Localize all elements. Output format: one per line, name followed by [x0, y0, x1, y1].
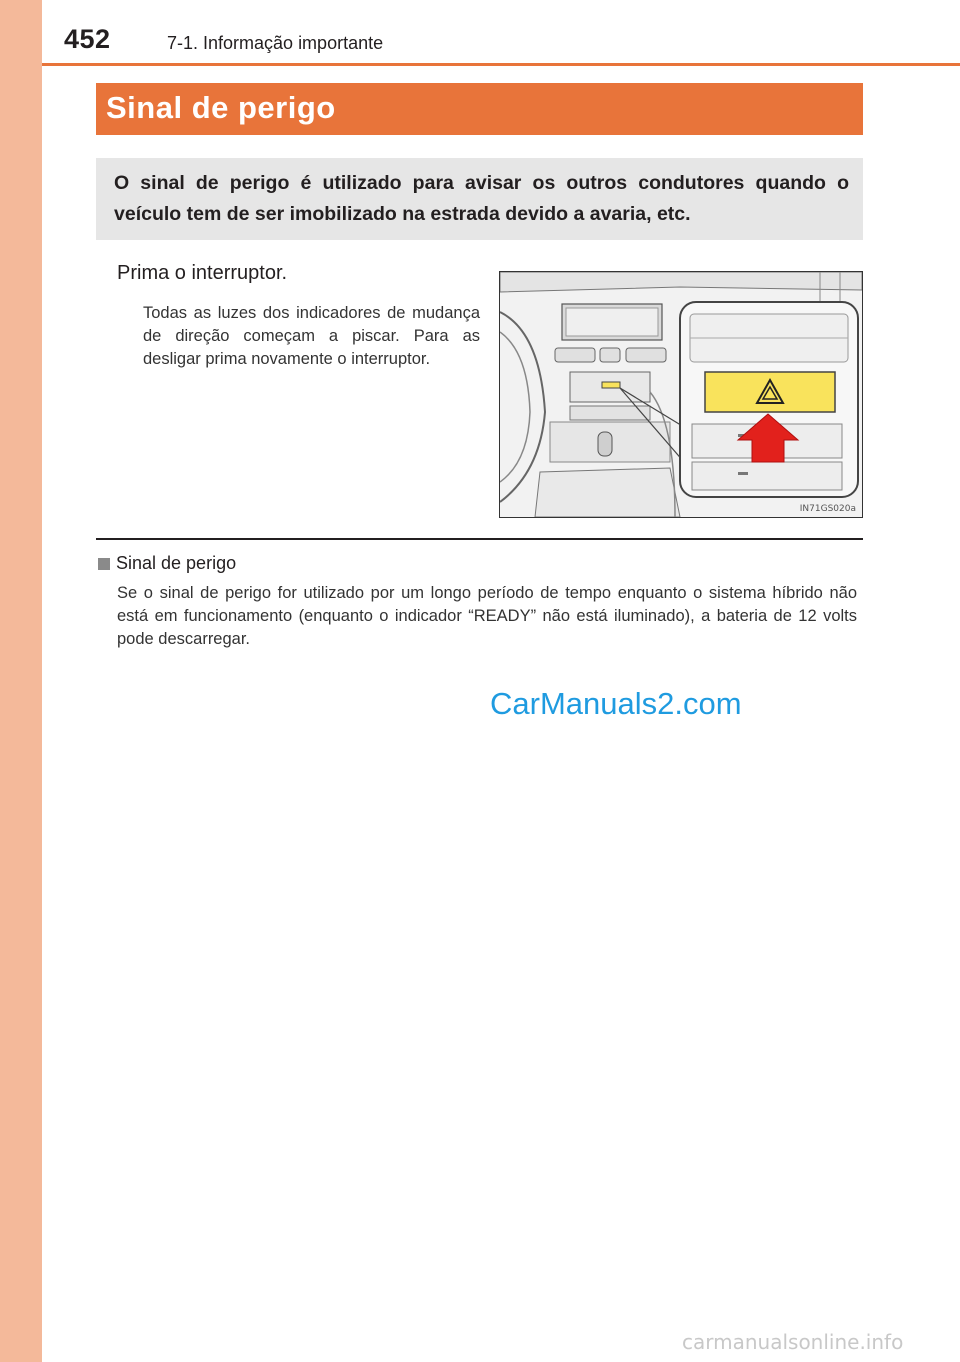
dashboard-drawing — [500, 272, 862, 517]
chapter-side-tab — [0, 0, 42, 1362]
page-number: 452 — [64, 24, 111, 54]
section-header: 7-1. Informação importante — [167, 33, 384, 53]
square-bullet-icon — [98, 558, 110, 570]
intro-text: O sinal de perigo é utilizado para avisar os outros condutores quando o veículo tem de ser imobilizado na estrada devido a avaria, etc. — [114, 172, 849, 225]
note-heading — [98, 553, 236, 574]
watermark: CarManuals2.com — [490, 686, 742, 721]
note-heading-text: Sinal de perigo — [116, 553, 237, 573]
header-rule — [42, 63, 960, 66]
figure-code: IN71GS020a — [799, 504, 856, 514]
title-bar — [96, 83, 863, 135]
section-rule — [96, 538, 863, 540]
intro-box — [96, 158, 863, 240]
step-description: Todas as luzes dos indicadores de mudança de direção começam a piscar. Para as desligar prima novamente o interruptor. — [143, 304, 480, 368]
step-title: Prima o interruptor. — [117, 262, 288, 284]
footer-watermark: carmanualsonline.info — [682, 1330, 904, 1354]
hazard-switch-illustration — [499, 271, 863, 518]
page-title: Sinal de perigo — [106, 90, 336, 125]
note-body: Se o sinal de perigo for utilizado por um longo período de tempo enquanto o sistema híbrido não está em funcionamento (enquanto o indicador “READY” não está iluminado), a bateria de 12 volts pode descarregar. — [117, 584, 857, 648]
